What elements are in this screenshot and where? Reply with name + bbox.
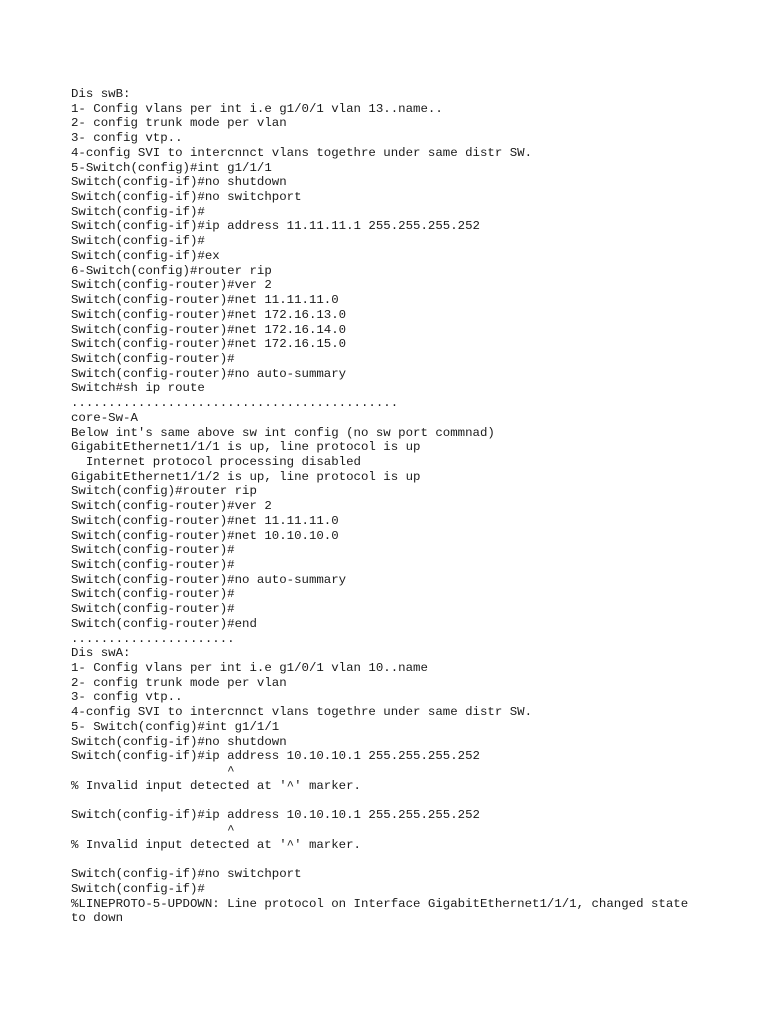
text-line: 5-Switch(config)#int g1/1/1: [71, 160, 272, 175]
text-line: Internet protocol processing disabled: [71, 454, 361, 469]
text-line: Switch(config-if)#no switchport: [71, 867, 302, 882]
text-line: GigabitEthernet1/1/1 is up, line protocol is up: [71, 440, 421, 455]
text-line: Switch(config-if)#no shutdown: [71, 734, 287, 749]
text-line: 1- Config vlans per int i.e g1/0/1 vlan 13..name..: [71, 101, 443, 116]
text-line: ......................: [71, 631, 235, 646]
text-line: Switch(config-router)#: [71, 602, 235, 617]
text-line: Switch(config-router)#net 11.11.11.0: [71, 513, 339, 528]
text-line: 1- Config vlans per int i.e g1/0/1 vlan 10..name: [71, 661, 428, 676]
text-line: Switch(config-if)#ip address 10.10.10.1 255.255.255.252: [71, 749, 480, 764]
text-line: [71, 852, 751, 867]
text-line: % Invalid input detected at '^' marker.: [71, 837, 361, 852]
text-line: Switch(config-router)#net 11.11.11.0: [71, 293, 339, 308]
text-line: Switch(config-router)#ver 2: [71, 278, 272, 293]
text-line: Dis swB:: [71, 87, 131, 101]
text-line: ^: [71, 822, 235, 837]
text-line: Switch(config)#router rip: [71, 484, 257, 499]
text-line: 5- Switch(config)#int g1/1/1: [71, 719, 280, 734]
text-line: [71, 794, 751, 809]
text-line: Switch(config-router)#ver 2: [71, 499, 272, 514]
text-line: Switch(config-router)#: [71, 558, 235, 572]
text-line: 2- config trunk mode per vlan: [71, 116, 287, 131]
text-line: to down: [71, 911, 124, 926]
text-line: GigabitEthernet1/1/2 is up, line protocol is up: [71, 469, 421, 484]
text-line: Switch(config-router)#no auto-summary: [71, 366, 347, 381]
text-line: Switch(config-if)#: [71, 234, 205, 249]
text-line: core-Sw-A: [71, 410, 138, 425]
text-line: 2- config trunk mode per vlan: [71, 675, 287, 690]
document-page: [71, 87, 751, 926]
text-line: Switch(config-router)#no auto-summary: [71, 572, 347, 587]
text-line: Switch#sh ip route: [71, 381, 205, 396]
text-line: Switch(config-router)#net 172.16.14.0: [71, 322, 347, 337]
text-line: 4-config SVI to intercnnct vlans togethre under same distr SW.: [71, 145, 533, 160]
text-line: 3- config vtp..: [71, 690, 183, 705]
text-line: Switch(config-router)#net 172.16.15.0: [71, 337, 347, 352]
text-line: Switch(config-if)#no shutdown: [71, 175, 287, 190]
text-line: Dis swA:: [71, 646, 131, 661]
text-line: ^: [71, 764, 235, 779]
text-line: 4-config SVI to intercnnct vlans togethre under same distr SW.: [71, 705, 533, 720]
text-line: Switch(config-if)#ip address 11.11.11.1 255.255.255.252: [71, 219, 480, 234]
text-line: Switch(config-if)#ip address 10.10.10.1 255.255.255.252: [71, 808, 480, 823]
text-line: Switch(config-if)#: [71, 204, 205, 219]
text-line: Switch(config-if)#: [71, 881, 205, 896]
text-line: 3- config vtp..: [71, 131, 183, 146]
text-line: Switch(config-router)#net 172.16.13.0: [71, 307, 347, 322]
text-line: 6-Switch(config)#router rip: [71, 263, 272, 278]
text-line: Switch(config-router)#net 10.10.10.0: [71, 528, 339, 543]
text-line: Switch(config-if)#ex: [71, 248, 220, 263]
text-line: Below int's same above sw int config (no sw port commnad): [71, 425, 495, 440]
text-line: %LINEPROTO-5-UPDOWN: Line protocol on Interface GigabitEthernet1/1/1, changed state: [71, 896, 689, 911]
text-line: Switch(config-router)#: [71, 587, 235, 602]
text-line: % Invalid input detected at '^' marker.: [71, 778, 361, 793]
text-line: ............................................: [71, 396, 399, 411]
text-line: Switch(config-router)#: [71, 543, 235, 558]
text-line: Switch(config-if)#no switchport: [71, 190, 302, 205]
text-line: Switch(config-router)#: [71, 351, 235, 366]
text-line: Switch(config-router)#end: [71, 616, 257, 631]
